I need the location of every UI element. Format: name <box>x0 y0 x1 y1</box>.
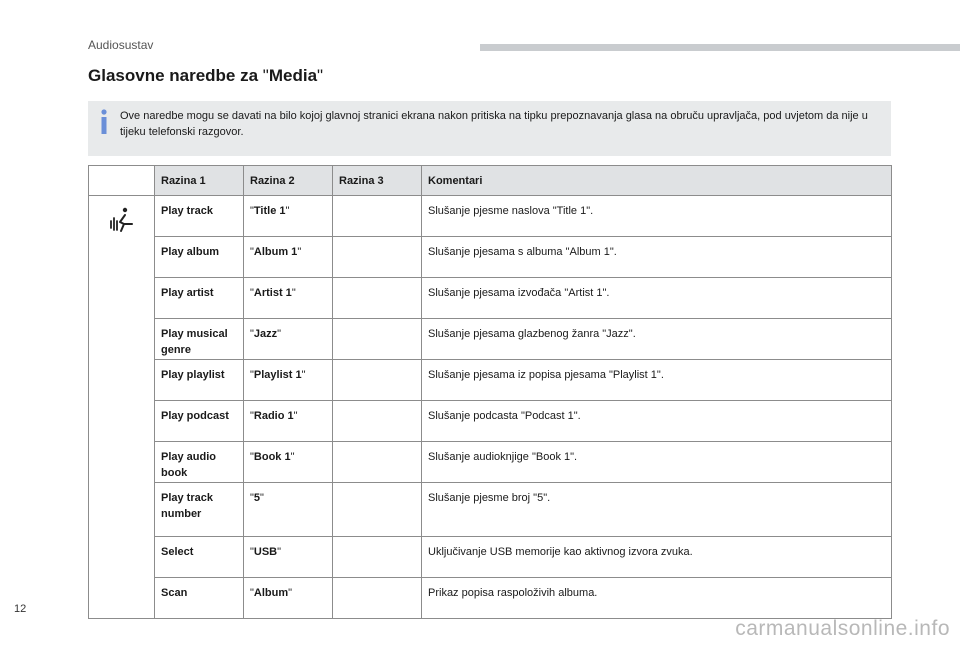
page-title-quote-close: " <box>317 66 324 85</box>
cell-level2: "Radio 1" <box>244 401 333 442</box>
voice-icon-cell <box>89 196 155 619</box>
table-header-comment: Komentari <box>422 166 892 196</box>
page-title-word: Media <box>268 66 318 85</box>
cell-level1: Scan <box>155 578 244 619</box>
table-header-level3: Razina 3 <box>333 166 422 196</box>
voice-command-icon <box>108 206 136 234</box>
cell-level2-value: Playlist 1 <box>253 369 302 381</box>
cell-level1: Play podcast <box>155 401 244 442</box>
cell-level2-value: Album <box>253 587 289 599</box>
table-row <box>89 278 892 319</box>
cell-level2-value: USB <box>253 546 278 558</box>
page-title-text: Glasovne naredbe za <box>88 66 263 85</box>
cell-level1: Play track number <box>155 483 244 537</box>
cell-level3 <box>333 401 422 442</box>
info-text: Ove naredbe mogu se davati na bilo kojoj glavnoj stranici ekrana nakon pritiska na tipku prepoznavanja glasa na obruču upravljača, pod uvjetom da nije u tijeku telefonski razgovor. <box>120 110 868 138</box>
cell-level2: "Artist 1" <box>244 278 333 319</box>
cell-level3 <box>333 278 422 319</box>
cell-level1: Play musical genre <box>155 319 244 360</box>
cell-level2: "Book 1" <box>244 442 333 483</box>
table-row <box>89 360 892 401</box>
table-row <box>89 483 892 537</box>
cell-level2-value: Book 1 <box>253 451 291 463</box>
header-section-label: Audiosustav <box>88 38 154 52</box>
cell-level2: "USB" <box>244 537 333 578</box>
table-header-icon-cell <box>89 166 155 196</box>
cell-level1: Play playlist <box>155 360 244 401</box>
table-row <box>89 578 892 619</box>
cell-level3 <box>333 537 422 578</box>
cell-level1: Play track <box>155 196 244 237</box>
cell-level3 <box>333 483 422 537</box>
cell-level3 <box>333 319 422 360</box>
cell-level2-value: Jazz <box>253 328 278 340</box>
cell-comment: Slušanje pjesme broj "5". <box>422 483 892 537</box>
cell-level2: "Album" <box>244 578 333 619</box>
table-row <box>89 401 892 442</box>
voice-command-table <box>88 165 892 619</box>
cell-level2: "Jazz" <box>244 319 333 360</box>
table-row <box>89 196 892 237</box>
cell-comment: Slušanje pjesama iz popisa pjesama "Playlist 1". <box>422 360 892 401</box>
cell-level2-value: Radio 1 <box>253 410 294 422</box>
cell-level2-value: Title 1 <box>253 205 286 217</box>
cell-level3 <box>333 237 422 278</box>
cell-level2: "5" <box>244 483 333 537</box>
cell-comment: Prikaz popisa raspoloživih albuma. <box>422 578 892 619</box>
page-title-quote-open: " <box>262 66 269 85</box>
cell-comment: Slušanje pjesama izvođača "Artist 1". <box>422 278 892 319</box>
cell-level1: Play artist <box>155 278 244 319</box>
cell-comment: Slušanje audioknjige "Book 1". <box>422 442 892 483</box>
cell-level3 <box>333 442 422 483</box>
cell-level1: Play audio book <box>155 442 244 483</box>
info-box <box>88 101 891 156</box>
table-header-row <box>89 166 892 196</box>
header-bar <box>480 44 960 51</box>
cell-level1: Select <box>155 537 244 578</box>
info-icon <box>100 109 108 135</box>
cell-level2: "Playlist 1" <box>244 360 333 401</box>
cell-level2-value: 5 <box>253 492 261 504</box>
cell-level3 <box>333 196 422 237</box>
table-header-level2: Razina 2 <box>244 166 333 196</box>
cell-comment: Slušanje pjesama glazbenog žanra "Jazz". <box>422 319 892 360</box>
cell-level1: Play album <box>155 237 244 278</box>
page-number: 12 <box>14 603 27 615</box>
page-title <box>88 66 323 86</box>
table-row <box>89 319 892 360</box>
cell-level2-value: Album 1 <box>253 246 298 258</box>
cell-comment: Uključivanje USB memorije kao aktivnog izvora zvuka. <box>422 537 892 578</box>
watermark: carmanualsonline.info <box>735 617 950 640</box>
table-header-level1: Razina 1 <box>155 166 244 196</box>
cell-comment: Slušanje pjesme naslova "Title 1". <box>422 196 892 237</box>
table-row <box>89 442 892 483</box>
cell-comment: Slušanje pjesama s albuma "Album 1". <box>422 237 892 278</box>
cell-comment: Slušanje podcasta "Podcast 1". <box>422 401 892 442</box>
cell-level2: "Album 1" <box>244 237 333 278</box>
cell-level2: "Title 1" <box>244 196 333 237</box>
cell-level3 <box>333 578 422 619</box>
table-row <box>89 537 892 578</box>
cell-level3 <box>333 360 422 401</box>
table-row <box>89 237 892 278</box>
cell-level2-value: Artist 1 <box>253 287 292 299</box>
